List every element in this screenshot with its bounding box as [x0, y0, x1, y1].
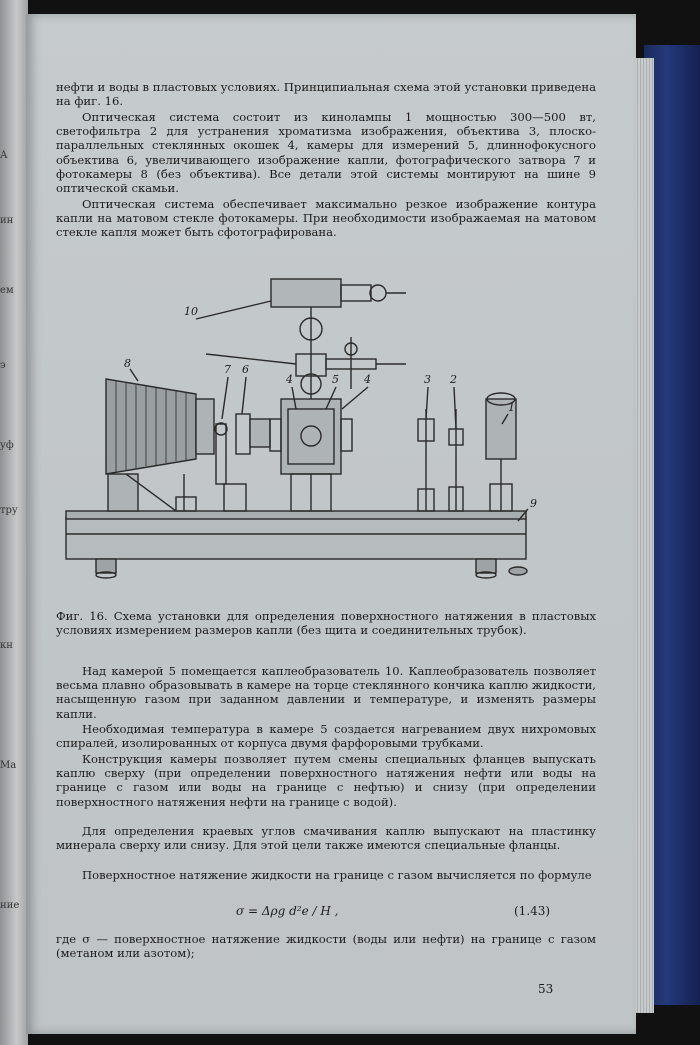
figure-label: 2: [450, 373, 457, 386]
paragraph-3: Оптическая система обеспечивает максимально резкое изображение контура капли на матовом стекле фотокамеры. При необходимости изображаемая на матовом стекле капля может быть сфотографирована.: [56, 197, 596, 240]
measuring-chamber: [281, 399, 341, 474]
figure-label: 7: [224, 363, 231, 376]
paragraph-4: Над камерой 5 помещается каплеобразователь 10. Каплеобразователь позволяет весьма плавно образовывать в камере на торце стеклянного кончика каплю жидкости, насыщенную газом при заданном давлении и температуре, и изменять размеры капли.: [56, 664, 596, 721]
figure-label: 9: [530, 497, 537, 510]
formula: σ = Δρg d²e / H ,: [236, 904, 339, 918]
left-fragment: э: [0, 360, 6, 371]
figure-label: 4: [286, 373, 293, 386]
figure-label: 8: [124, 357, 131, 370]
apparatus-figure: [56, 259, 596, 599]
paragraph-5: Необходимая температура в камере 5 создается нагреванием двух нихромовых спиралей, изолированных от корпуса двумя фарфоровыми трубками.: [56, 722, 596, 751]
equation-number: (1.43): [514, 904, 551, 918]
optical-bench-base: [66, 517, 526, 559]
figure-label: 5: [332, 373, 339, 386]
left-fragment: кн: [0, 640, 13, 651]
paragraph-1: нефти и воды в пластовых условиях. Принципиальная схема этой установки приведена на фиг. 16.: [56, 80, 596, 109]
left-fragment: ин: [0, 215, 14, 226]
left-fragment: уф: [0, 440, 14, 451]
figure-label: 4: [364, 373, 371, 386]
left-fragment: А: [0, 150, 8, 161]
left-fragment: тру: [0, 505, 18, 516]
figure-label: 3: [424, 373, 431, 386]
drop-former: [271, 279, 341, 307]
book-page: [26, 14, 636, 1034]
figure-label: 1: [508, 401, 515, 414]
figure-label: 6: [242, 363, 249, 376]
figure-label: 10: [184, 305, 198, 318]
left-fragment: Ма: [0, 760, 17, 771]
paragraph-2: Оптическая система состоит из кинолампы 1 мощностью 300—500 вт, светофильтра 2 для устранения хроматизма изображения, объектива 3, плоско-параллельных стеклянных окошек 4, камеры для измерений 5, длиннофокусного объектива 6, увеличивающего изображение капли, фотографического затвора 7 и фотокамеры 8 (без объектива). Все детали этой системы монтируют на шине 9 оптической скамьи.: [56, 110, 596, 196]
left-page-strip: [0, 0, 28, 1045]
left-fragment: ние: [0, 900, 20, 911]
paragraph-6: Конструкция камеры позволяет путем смены специальных фланцев выпускать каплю сверху (при определении поверхностного натяжения нефти или воды на границе с газом или воды на границе с нефтью) и снизу (при определении поверхностного натяжения нефти на границе с водой).: [56, 752, 596, 809]
figure-caption: Фиг. 16. Схема установки для определения поверхностного натяжения в пластовых условиях измерением размеров капли (без щита и соединительных трубок).: [56, 609, 596, 638]
paragraph-8: Поверхностное натяжение жидкости на границе с газом вычисляется по формуле: [82, 868, 592, 882]
bench-rail: [66, 511, 526, 519]
bellows-camera: [106, 379, 196, 474]
paragraph-7: Для определения краевых углов смачивания каплю выпускают на пластинку минерала сверху или снизу. Для этой цели также имеются специальные фланцы.: [56, 824, 596, 853]
left-fragment: ем: [0, 285, 14, 296]
page-number: 53: [538, 982, 554, 996]
paragraph-9: где σ — поверхностное натяжение жидкости (воды или нефти) на границе с газом (метаном или азотом);: [56, 932, 596, 961]
